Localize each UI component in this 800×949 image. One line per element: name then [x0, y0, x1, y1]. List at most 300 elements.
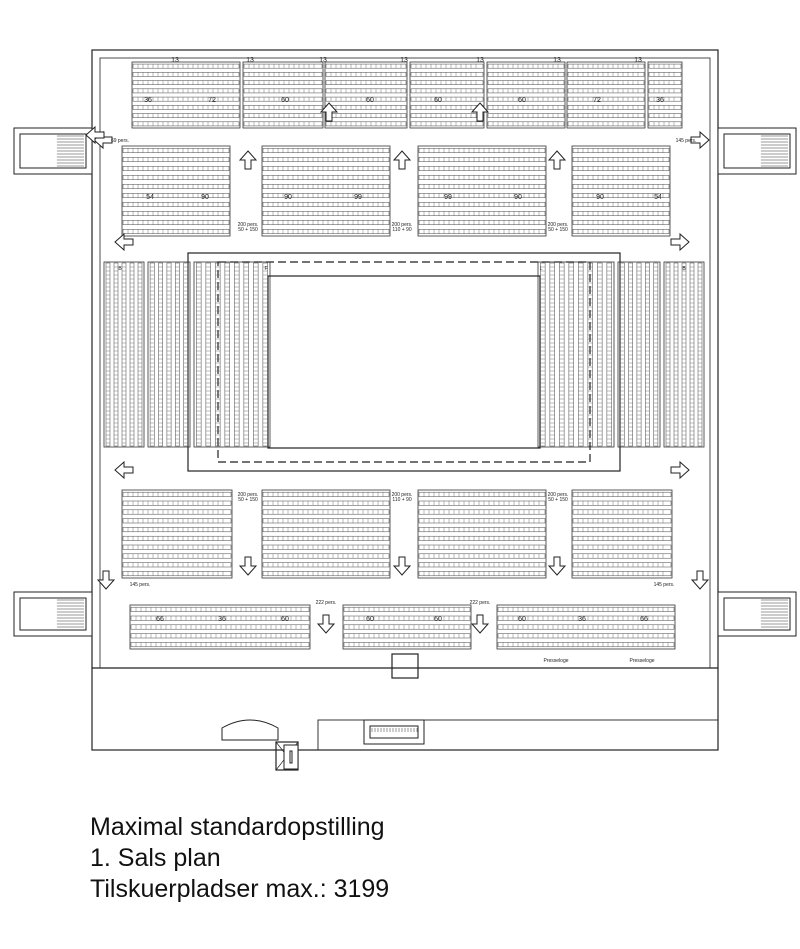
- seat-dividers: [573, 114, 638, 118]
- seat-dividers: [493, 64, 558, 68]
- seat-block: [243, 62, 323, 128]
- seat-dividers: [268, 554, 383, 558]
- upper-section-count-line: 54: [654, 194, 662, 201]
- top-block-count-line: 13: [400, 57, 408, 64]
- seat-row: [419, 166, 545, 171]
- seat-block-outline: [262, 146, 390, 236]
- seat-dividers: [268, 175, 383, 180]
- seat-row: [411, 89, 483, 93]
- seat-row: [568, 122, 644, 126]
- seat-block: [343, 605, 471, 649]
- seat-row: [573, 527, 671, 531]
- bottom-section-count: [578, 616, 586, 623]
- seat-column: [620, 263, 624, 446]
- seat-block: [418, 146, 546, 236]
- seat-row: [568, 64, 644, 68]
- bottom-section-count-line: 60: [281, 616, 289, 623]
- seat-dividers: [424, 527, 539, 531]
- seat-row: [573, 510, 671, 514]
- seat-column: [654, 263, 658, 446]
- seat-row: [263, 184, 389, 189]
- upper-section-count: [514, 194, 522, 201]
- seat-row: [411, 64, 483, 68]
- seat-dividers: [690, 267, 694, 443]
- seat-dividers: [249, 81, 314, 85]
- seat-dividers: [331, 72, 401, 76]
- seat-dividers: [654, 105, 674, 109]
- plan-level: 1. Sals plan: [90, 844, 221, 872]
- seat-row: [488, 122, 564, 126]
- court-dashed: [218, 262, 590, 462]
- seat-dividers: [349, 625, 464, 629]
- seat-row: [263, 510, 389, 514]
- seat-dividers: [666, 267, 670, 443]
- seat-row: [498, 607, 674, 611]
- seat-row: [244, 72, 322, 76]
- seat-block: [487, 62, 565, 128]
- seat-dividers: [128, 202, 223, 207]
- seat-row: [244, 89, 322, 93]
- seat-block: [122, 146, 230, 236]
- seat-dividers: [128, 211, 223, 216]
- seat-dividers: [578, 527, 663, 531]
- seat-row: [123, 519, 231, 523]
- upper-aisle-note-line: 50 + 150: [548, 227, 568, 233]
- seat-row: [123, 527, 231, 531]
- seat-row: [573, 220, 669, 225]
- top-block-count: [319, 57, 327, 64]
- seat-row: [411, 97, 483, 101]
- top-section-count: [366, 97, 374, 104]
- plan-caption: [90, 812, 690, 905]
- seat-column: [698, 263, 702, 446]
- upper-section-count: [596, 194, 604, 201]
- lower-aisle-note-line: 50 + 150: [238, 497, 258, 503]
- upper-section-count-line: 90: [596, 194, 604, 201]
- seat-row: [573, 166, 669, 171]
- seat-block-outline: [122, 490, 232, 578]
- lower-aisle-note: [238, 492, 259, 503]
- side-seat-block: [538, 262, 614, 447]
- seat-dividers: [268, 510, 383, 514]
- seat-dividers: [138, 64, 233, 68]
- upper-section-count-line: 90: [514, 194, 522, 201]
- seat-dividers: [416, 64, 476, 68]
- seat-row: [344, 642, 470, 646]
- seat-dividers: [349, 642, 464, 646]
- exit-arrow-icon: [671, 234, 689, 250]
- seat-row: [263, 519, 389, 523]
- seat-dividers: [331, 64, 401, 68]
- seat-column: [682, 263, 686, 446]
- seat-row: [419, 148, 545, 153]
- seat-row: [344, 634, 470, 638]
- seat-dividers: [138, 122, 233, 126]
- seat-block-outline: [418, 490, 546, 578]
- seat-row: [573, 536, 671, 540]
- seat-row: [419, 202, 545, 207]
- seat-row: [419, 157, 545, 162]
- seat-row: [573, 501, 671, 505]
- seat-row: [419, 536, 545, 540]
- seat-row: [573, 545, 671, 549]
- exit-arrow-icon: [472, 103, 488, 121]
- seat-dividers: [578, 148, 663, 153]
- seat-dividers: [674, 267, 678, 443]
- seat-row: [573, 563, 671, 567]
- seat-dividers: [578, 554, 663, 558]
- bottom-section-count-line: 60: [366, 616, 374, 623]
- seat-dividers: [654, 72, 674, 76]
- seat-block: [122, 490, 232, 578]
- seat-column: [130, 263, 134, 446]
- seat-row: [131, 607, 309, 611]
- side-exit-note-line: 145 pers.: [653, 582, 675, 588]
- bottom-section-count-line: 66: [640, 616, 648, 623]
- seat-dividers: [578, 492, 663, 496]
- seat-dividers: [503, 642, 668, 646]
- seat-dividers: [249, 72, 314, 76]
- seat-dividers: [654, 267, 658, 443]
- seat-row: [123, 492, 231, 496]
- seat-row: [573, 554, 671, 558]
- seat-column: [196, 263, 201, 446]
- bottom-section-count-line: 66: [156, 616, 164, 623]
- seat-row: [263, 193, 389, 198]
- seat-dividers: [268, 211, 383, 216]
- seat-row: [123, 563, 231, 567]
- building-inner-outline: [100, 58, 710, 668]
- seat-dividers: [578, 193, 663, 198]
- seat-row: [573, 571, 671, 575]
- seat-row: [573, 229, 669, 234]
- seat-dividers: [175, 267, 179, 443]
- seat-dividers: [128, 563, 223, 567]
- seat-block: [325, 62, 407, 128]
- upper-aisle-note-line: 200 pers.: [391, 222, 413, 228]
- exit-arrow-icon: [394, 557, 410, 575]
- seat-row: [488, 114, 564, 118]
- bottom-section-count-line: 60: [518, 616, 526, 623]
- seat-row: [568, 72, 644, 76]
- seat-dividers: [493, 72, 558, 76]
- seat-dividers: [493, 122, 558, 126]
- side-exit-note-line: 145 pers.: [675, 138, 697, 144]
- seat-dividers: [268, 220, 383, 225]
- seat-row: [263, 175, 389, 180]
- seat-column: [138, 263, 142, 446]
- seat-row: [573, 519, 671, 523]
- stairwell: [718, 128, 796, 174]
- seat-dividers: [253, 267, 258, 443]
- seat-dividers: [206, 267, 211, 443]
- upper-section-count-line: 54: [146, 194, 154, 201]
- seat-dividers: [578, 175, 663, 180]
- side-exit-note-line: 145 pers.: [129, 582, 151, 588]
- seat-dividers: [424, 501, 539, 505]
- plan-capacity: Tilskuerpladser max.: 3199: [90, 875, 390, 903]
- stairwell: [14, 128, 92, 174]
- bottom-aisle-note-line: 222 pers.: [315, 600, 337, 606]
- seat-row: [263, 166, 389, 171]
- seat-row: [244, 105, 322, 109]
- seat-dividers: [578, 536, 663, 540]
- seat-dividers: [578, 563, 663, 567]
- stair-inner: [290, 751, 292, 763]
- seat-dividers: [225, 267, 230, 443]
- seat-dividers: [114, 267, 118, 443]
- lower-aisle-note-line: 50 + 150: [548, 497, 568, 503]
- stairwell: [14, 592, 92, 636]
- bottom-section-count-line: 36: [218, 616, 226, 623]
- seat-row: [488, 81, 564, 85]
- top-block-count-line: 13: [476, 57, 484, 64]
- top-block-count-line: 13: [634, 57, 642, 64]
- seat-row: [123, 510, 231, 514]
- seat-block-outline: [572, 146, 670, 236]
- seat-dividers: [424, 184, 539, 189]
- seat-row: [573, 211, 669, 216]
- seat-column: [607, 263, 612, 446]
- seat-dividers: [569, 267, 574, 443]
- seat-dividers: [268, 492, 383, 496]
- seat-row: [263, 563, 389, 567]
- seat-dividers: [578, 519, 663, 523]
- upper-section-count-line: 99: [444, 194, 452, 201]
- seat-row: [263, 211, 389, 216]
- seat-dividers: [331, 122, 401, 126]
- press-box-label-line: Presseloge: [629, 658, 655, 664]
- seat-dividers: [654, 81, 674, 85]
- seat-block-outline: [418, 146, 546, 236]
- top-block-count: [634, 57, 642, 64]
- seat-dividers: [268, 229, 383, 234]
- top-section-count-line: 60: [281, 97, 289, 104]
- exit-arrow-icon: [549, 557, 565, 575]
- seat-dividers: [349, 634, 464, 638]
- seat-dividers: [128, 220, 223, 225]
- seat-row: [131, 642, 309, 646]
- seat-dividers: [196, 267, 201, 443]
- seat-column: [159, 263, 163, 446]
- exit-arrow-icon: [472, 615, 488, 633]
- seat-row: [488, 105, 564, 109]
- seat-row: [419, 220, 545, 225]
- seat-column: [150, 263, 154, 446]
- seat-dividers: [268, 166, 383, 171]
- top-section-count-line: 60: [366, 97, 374, 104]
- seat-dividers: [424, 166, 539, 171]
- seat-row: [419, 184, 545, 189]
- seat-dividers: [424, 220, 539, 225]
- seat-dividers: [682, 267, 686, 443]
- seat-dividers: [138, 72, 233, 76]
- press-box-label: [543, 658, 568, 664]
- seat-row: [573, 148, 669, 153]
- court-letter-line: L: [539, 266, 543, 272]
- seat-dividers: [106, 267, 110, 443]
- lower-aisle-note: [392, 492, 413, 503]
- seat-dividers: [268, 571, 383, 575]
- seat-row: [411, 105, 483, 109]
- seat-dividers: [136, 642, 301, 646]
- seat-row: [123, 554, 231, 558]
- seat-dividers: [331, 89, 401, 93]
- seat-dividers: [138, 105, 233, 109]
- upper-section-count: [354, 194, 362, 201]
- seat-row: [498, 642, 674, 646]
- bottom-section-count: [434, 616, 442, 623]
- seat-row: [568, 97, 644, 101]
- seat-row: [419, 571, 545, 575]
- seat-dividers: [573, 105, 638, 109]
- seat-row: [244, 64, 322, 68]
- seat-block-outline: [325, 62, 407, 128]
- seat-dividers: [138, 114, 233, 118]
- seat-dividers: [424, 229, 539, 234]
- bottom-aisle-note-line: 222 pers.: [469, 600, 491, 606]
- seat-row: [419, 492, 545, 496]
- seat-row: [573, 202, 669, 207]
- seat-column: [637, 263, 641, 446]
- bottom-aisle-note: [470, 600, 491, 606]
- seat-dividers: [573, 72, 638, 76]
- side-seat-block: [618, 262, 660, 447]
- seat-row: [263, 571, 389, 575]
- seat-dividers: [578, 501, 663, 505]
- seat-dividers: [424, 175, 539, 180]
- seat-block-outline: [487, 62, 565, 128]
- seat-block-outline: [648, 62, 682, 128]
- seat-dividers: [244, 267, 249, 443]
- seat-column: [175, 263, 179, 446]
- seat-dividers: [493, 114, 558, 118]
- seat-row: [411, 72, 483, 76]
- upper-section-count: [654, 194, 662, 201]
- top-section-count: [144, 97, 152, 104]
- top-block-count-line: 13: [319, 57, 327, 64]
- seat-dividers: [128, 492, 223, 496]
- seat-row: [573, 175, 669, 180]
- seat-dividers: [424, 211, 539, 216]
- seat-dividers: [268, 536, 383, 540]
- seat-dividers: [331, 81, 401, 85]
- lower-aisle-note-line: 200 pers.: [547, 492, 569, 498]
- seat-row: [488, 72, 564, 76]
- seat-block: [567, 62, 645, 128]
- side-block-outline: [194, 262, 270, 447]
- seat-dividers: [268, 545, 383, 549]
- seat-dividers: [578, 571, 663, 575]
- seat-dividers: [249, 105, 314, 109]
- seat-dividers: [503, 625, 668, 629]
- seat-dividers: [578, 184, 663, 189]
- seat-row: [244, 114, 322, 118]
- seat-dividers: [249, 114, 314, 118]
- seat-dividers: [128, 527, 223, 531]
- bottom-section-count: [156, 616, 164, 623]
- seat-dividers: [184, 267, 188, 443]
- seat-row: [411, 81, 483, 85]
- court-letter: [540, 266, 543, 272]
- top-section-count: [434, 97, 442, 104]
- seat-row: [419, 229, 545, 234]
- seat-dividers: [578, 229, 663, 234]
- top-block-count: [171, 57, 179, 64]
- exit-arrow-icon: [240, 557, 256, 575]
- seat-dividers: [573, 81, 638, 85]
- seat-block: [130, 605, 310, 649]
- stairwell: [364, 720, 424, 744]
- upper-section-count: [444, 194, 452, 201]
- seat-dividers: [573, 122, 638, 126]
- exit-arrow-icon: [394, 151, 410, 169]
- seat-row: [344, 607, 470, 611]
- seat-dividers: [268, 501, 383, 505]
- seat-dividers: [424, 563, 539, 567]
- seat-row: [573, 157, 669, 162]
- top-section-count-line: 36: [144, 97, 152, 104]
- seat-block: [648, 62, 682, 128]
- seat-row: [263, 157, 389, 162]
- seat-dividers: [249, 89, 314, 93]
- seat-block-outline: [572, 490, 672, 578]
- seat-dividers: [424, 519, 539, 523]
- seat-row: [263, 527, 389, 531]
- seat-row: [488, 89, 564, 93]
- seat-dividers: [607, 267, 612, 443]
- seat-column: [122, 263, 126, 446]
- bottom-section-count-line: 36: [578, 616, 586, 623]
- seat-column: [184, 263, 188, 446]
- seat-column: [206, 263, 211, 446]
- seat-dividers: [263, 267, 268, 443]
- seat-dividers: [654, 89, 674, 93]
- side-exit-note-line: 69 pers.: [110, 138, 130, 144]
- seat-block: [418, 490, 546, 578]
- seat-dividers: [136, 634, 301, 638]
- side-seat-block: [104, 262, 144, 447]
- seat-dividers: [159, 267, 163, 443]
- seat-dividers: [540, 267, 545, 443]
- upper-section-count-line: 90: [284, 194, 292, 201]
- seat-dividers: [349, 607, 464, 611]
- upper-aisle-note-line: 50 + 150: [238, 227, 258, 233]
- top-block-count: [246, 57, 254, 64]
- seat-row: [131, 625, 309, 629]
- seat-dividers: [578, 267, 583, 443]
- seat-dividers: [138, 267, 142, 443]
- upper-section-count-line: 90: [201, 194, 209, 201]
- lower-aisle-note-line: 200 pers.: [237, 492, 259, 498]
- seat-row: [419, 175, 545, 180]
- top-section-count-line: 72: [593, 97, 601, 104]
- seat-dividers: [698, 267, 702, 443]
- seat-row: [263, 501, 389, 505]
- court-outer: [188, 253, 620, 471]
- seat-dividers: [424, 554, 539, 558]
- seat-dividers: [424, 148, 539, 153]
- seat-row: [568, 114, 644, 118]
- press-box-label: [629, 658, 654, 664]
- top-section-count-line: 36: [656, 97, 664, 104]
- seat-dividers: [128, 184, 223, 189]
- seat-row: [411, 114, 483, 118]
- side-exit-note: [130, 582, 151, 588]
- seat-dividers: [268, 527, 383, 531]
- entrance-door: [392, 654, 418, 678]
- seat-dividers: [128, 510, 223, 514]
